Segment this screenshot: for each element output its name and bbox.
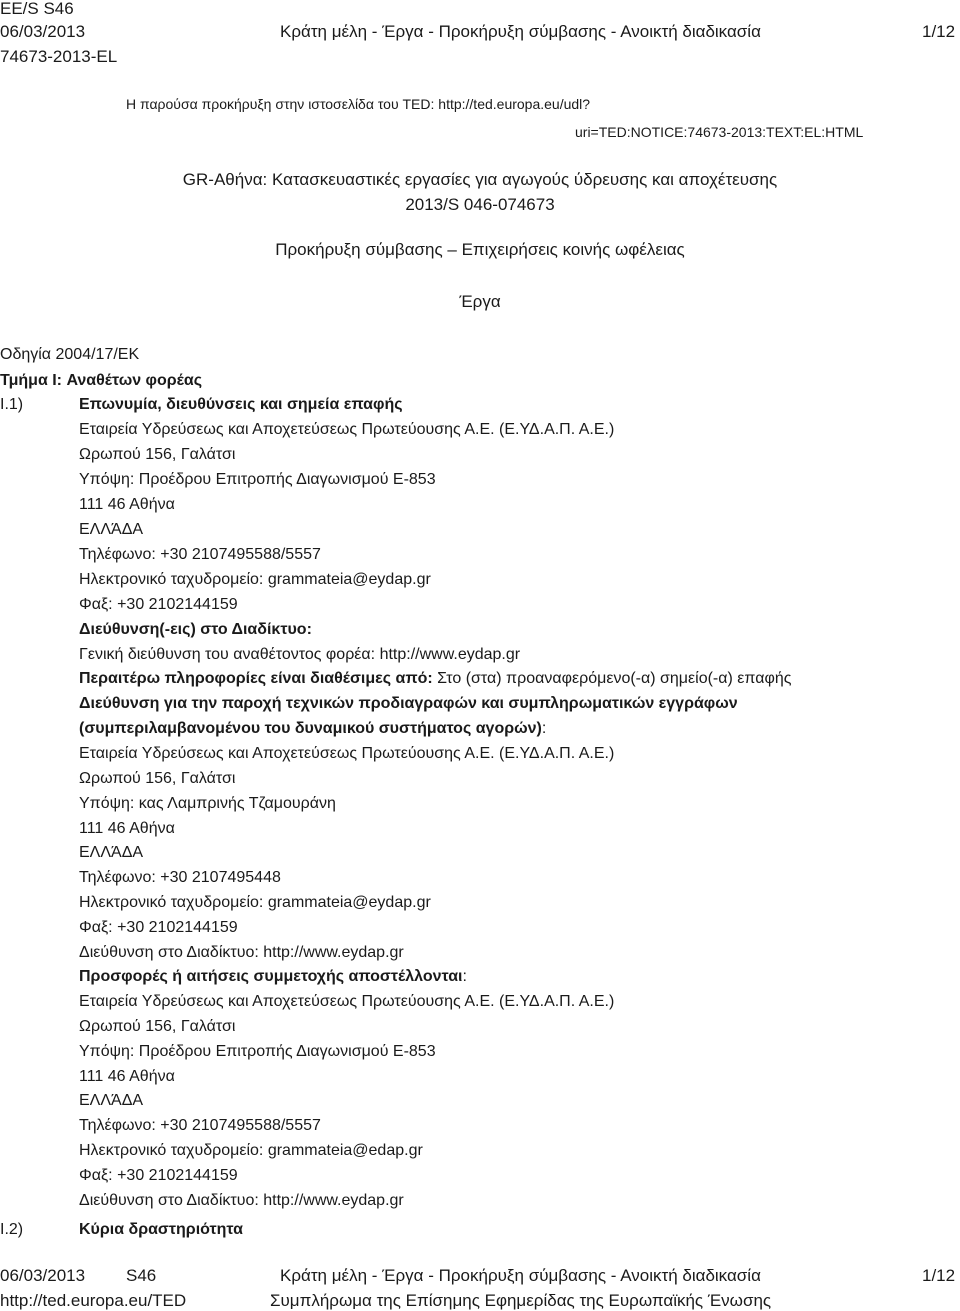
spec-org-name: Εταιρεία Υδρεύσεως και Αποχετεύσεως Πρωτεύουσης Α.Ε. (Ε.ΥΔ.Α.Π. Α.Ε.): [79, 745, 615, 762]
spec-web-line: [79, 945, 404, 961]
offers-fax: Φαξ: +30 2102144159: [79, 1167, 238, 1184]
more-info-line: [79, 671, 791, 687]
offers-web-link[interactable]: http://www.eydap.gr: [263, 1192, 404, 1209]
offers-org-name: Εταιρεία Υδρεύσεως και Αποχετεύσεως Πρωτεύουσης Α.Ε. (Ε.ΥΔ.Α.Π. Α.Ε.): [79, 993, 615, 1010]
ted-link-part1[interactable]: http://ted.europa.eu/udl?: [438, 96, 591, 112]
header-title: Κράτη μέλη - Έργα - Προκήρυξη σύμβασης - Ανοικτή διαδικασία: [280, 22, 761, 41]
spec-email-line: [79, 895, 431, 911]
spec-email-link[interactable]: grammateia@eydap.gr: [267, 894, 431, 911]
offers-email-line: [79, 1143, 423, 1159]
street-address: Ωρωπού 156, Γαλάτσι: [79, 446, 236, 463]
general-address-label: Γενική διεύθυνση του αναθέτοντος φορέα:: [79, 646, 380, 663]
spec-street: Ωρωπού 156, Γαλάτσι: [79, 770, 236, 787]
spec-heading-line2: (συμπεριλαμβανομένου του δυναμικού συστήματος αγορών): [79, 720, 542, 737]
offers-country: ΕΛΛΆΔΑ: [79, 1092, 144, 1109]
org-name: Εταιρεία Υδρεύσεως και Αποχετεύσεως Πρωτεύουσης Α.Ε. (Ε.ΥΔ.Α.Π. Α.Ε.): [79, 421, 615, 438]
general-address-link[interactable]: http://www.eydap.gr: [379, 646, 521, 663]
offers-email-label: Ηλεκτρονικό ταχυδρομείο:: [79, 1142, 268, 1159]
spec-web-label: Διεύθυνση στο Διαδίκτυο:: [79, 944, 264, 961]
contact-heading: Επωνυμία, διευθύνσεις και σημεία επαφής: [79, 396, 403, 413]
notice-category: Έργα: [459, 292, 501, 311]
spec-attention: Υπόψη: κας Λαμπρινής Τζαμουράνη: [79, 795, 336, 812]
spec-email-label: Ηλεκτρονικό ταχυδρομείο:: [79, 894, 268, 911]
offers-phone: Τηλέφωνο: +30 2107495588/5557: [79, 1117, 321, 1134]
fax: Φαξ: +30 2102144159: [79, 596, 238, 613]
more-info-label: Περαιτέρω πληροφορίες είναι διαθέσιμες από:: [79, 670, 433, 687]
country: ΕΛΛΆΔΑ: [79, 521, 144, 538]
offers-heading-wrap: [79, 969, 467, 985]
intro-label: Η παρούσα προκήρυξη στην ιστοσελίδα του TED:: [126, 96, 435, 112]
spec-phone: Τηλέφωνο: +30 2107495448: [79, 869, 281, 886]
offers-web-line: [79, 1193, 404, 1209]
header-date: 06/03/2013: [0, 22, 86, 41]
postal-city: 111 46 Αθήνα: [79, 496, 175, 513]
spec-heading-line2-wrap: [79, 721, 546, 737]
ted-link-part2[interactable]: uri=TED:NOTICE:74673-2013:TEXT:EL:HTML: [575, 124, 864, 140]
internet-heading: Διεύθυνση(-εις) στο Διαδίκτυο:: [79, 621, 312, 638]
offers-email-link[interactable]: grammateia@edap.gr: [267, 1142, 423, 1159]
footer-code: S46: [126, 1266, 157, 1285]
attention: Υπόψη: Προέδρου Επιτροπής Διαγωνισμού Ε-853: [79, 471, 436, 488]
footer-date: 06/03/2013: [0, 1266, 86, 1285]
offers-colon: :: [462, 968, 467, 985]
notice-id: 74673-2013-EL: [0, 47, 118, 66]
section-number-1-2: I.2): [0, 1221, 24, 1238]
email-line: [79, 572, 431, 588]
footer-subtitle: Συμπλήρωμα της Επίσημης Εφημερίδας της Ευρωπαϊκής Ένωσης: [270, 1291, 772, 1310]
offers-heading: Προσφορές ή αιτήσεις συμμετοχής αποστέλλονται: [79, 968, 463, 985]
notice-reference: 2013/S 046-074673: [405, 195, 555, 214]
spec-web-link[interactable]: http://www.eydap.gr: [263, 944, 404, 961]
doc-code: EE/S S46: [0, 0, 74, 18]
more-info-text: Στο (στα) προαναφερόμενο(-α) σημείο(-α) επαφής: [432, 670, 792, 687]
spec-fax: Φαξ: +30 2102144159: [79, 919, 238, 936]
spec-heading-colon: :: [541, 720, 547, 737]
offers-web-label: Διεύθυνση στο Διαδίκτυο:: [79, 1192, 264, 1209]
directive: Οδηγία 2004/17/ΕΚ: [0, 346, 140, 363]
footer-url[interactable]: http://ted.europa.eu/TED: [0, 1291, 187, 1310]
email-link[interactable]: grammateia@eydap.gr: [267, 571, 431, 588]
footer-page-number: 1/12: [922, 1266, 956, 1285]
intro-line: [126, 97, 590, 111]
general-address-line: [79, 647, 520, 663]
phone: Τηλέφωνο: +30 2107495588/5557: [79, 546, 321, 563]
section-heading: Τμήμα I: Αναθέτων φορέας: [0, 372, 203, 389]
offers-street: Ωρωπού 156, Γαλάτσι: [79, 1018, 236, 1035]
notice-title: GR-Αθήνα: Κατασκευαστικές εργασίες για αγωγούς ύδρευσης και αποχέτευσης: [182, 170, 778, 189]
spec-heading-line1: Διεύθυνση για την παροχή τεχνικών προδιαγραφών και συμπληρωματικών εγγράφων: [79, 695, 738, 712]
main-activity-heading: Κύρια δραστηριότητα: [79, 1221, 243, 1238]
spec-country: ΕΛΛΆΔΑ: [79, 844, 144, 861]
offers-attention: Υπόψη: Προέδρου Επιτροπής Διαγωνισμού Ε-853: [79, 1043, 436, 1060]
spec-city: 111 46 Αθήνα: [79, 820, 175, 837]
offers-city: 111 46 Αθήνα: [79, 1068, 175, 1085]
email-label: Ηλεκτρονικό ταχυδρομείο:: [79, 571, 268, 588]
notice-subtitle: Προκήρυξη σύμβασης – Επιχειρήσεις κοινής ωφέλειας: [275, 240, 685, 259]
footer-title: Κράτη μέλη - Έργα - Προκήρυξη σύμβασης - Ανοικτή διαδικασία: [280, 1266, 761, 1285]
section-number-1-1: I.1): [0, 396, 24, 413]
header-page-number: 1/12: [922, 22, 956, 41]
